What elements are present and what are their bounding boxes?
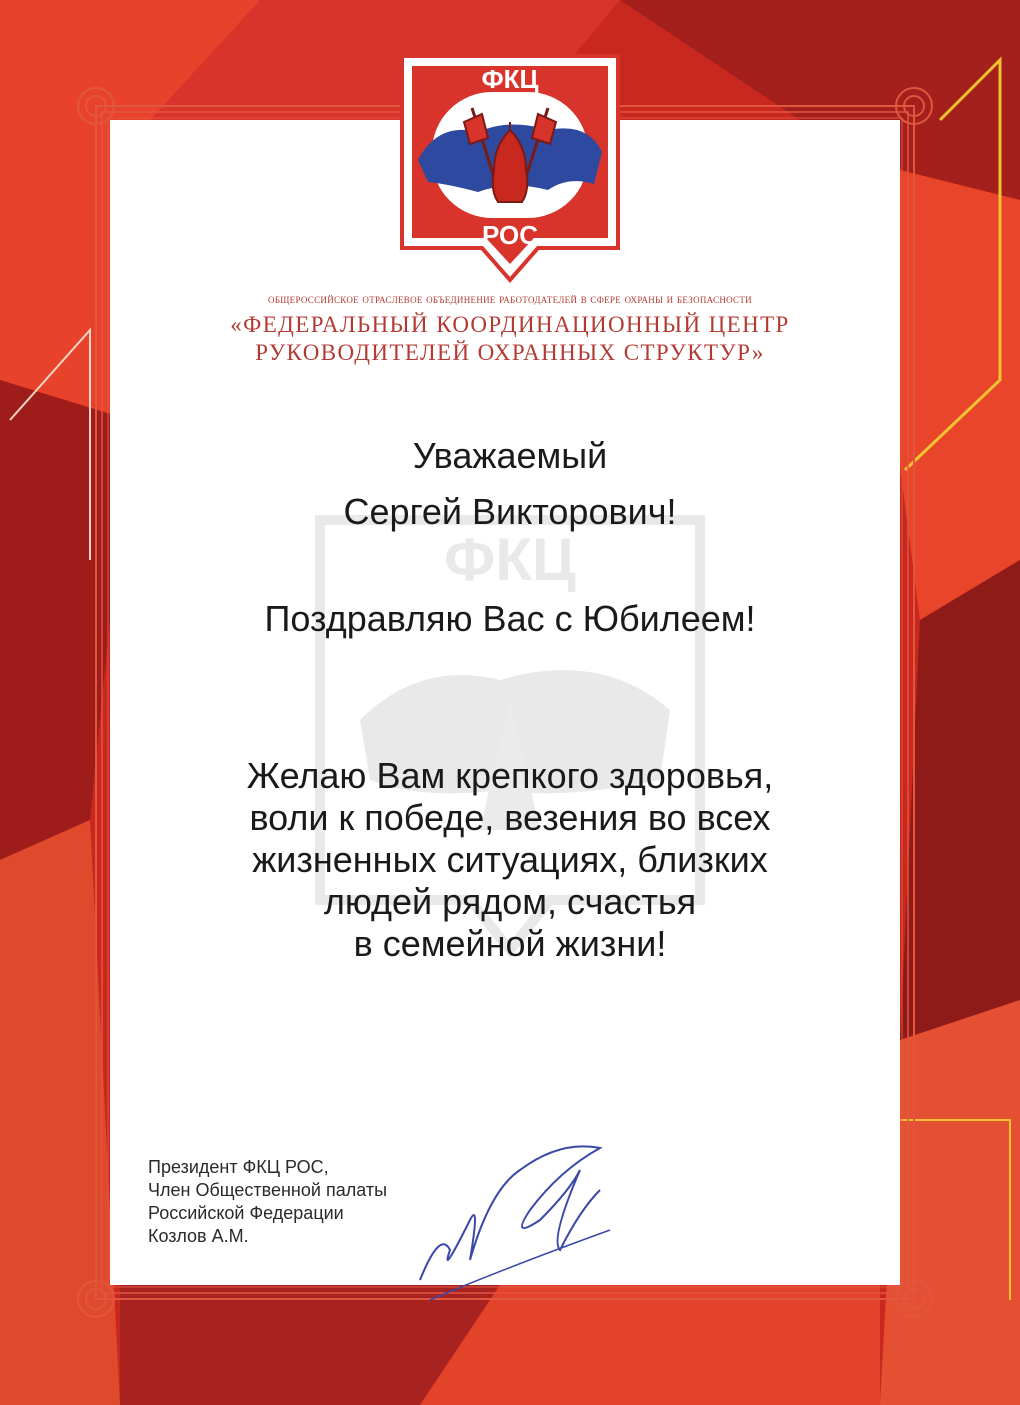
greeting-line1: Уважаемый [412, 435, 608, 476]
fkc-ros-logo [398, 52, 622, 284]
wish-line: воли к победе, везения во всех [249, 797, 771, 838]
wish-line: жизненных ситуациях, близких [252, 839, 768, 880]
svg-text:ФКЦ: ФКЦ [444, 526, 576, 593]
wish-paragraph [110, 755, 910, 965]
signatory-block [148, 1156, 387, 1248]
handwritten-signature [410, 1130, 630, 1310]
congratulation-text: Поздравляю Вас с Юбилеем! [264, 598, 756, 639]
organization-name-line1: «ФЕДЕРАЛЬНЫЙ КООРДИНАЦИОННЫЙ ЦЕНТР [230, 312, 790, 337]
wish-line: людей рядом, счастья [323, 881, 697, 922]
logo-bottom-text: РОС [482, 220, 538, 250]
logo-top-text: ФКЦ [481, 64, 539, 94]
signatory-line: Российской Федерации [148, 1203, 344, 1223]
wish-line: Желаю Вам крепкого здоровья, [246, 755, 774, 796]
wish-line: в семейной жизни! [353, 923, 667, 964]
organization-subtitle: общероссийское отраслевое объединение работодателей в сфере охраны и безопасности [268, 292, 752, 306]
signatory-line: Член Общественной палаты [148, 1180, 388, 1200]
signatory-line: Президент ФКЦ РОС, [148, 1157, 329, 1177]
organization-name-line2: РУКОВОДИТЕЛЕЙ ОХРАННЫХ СТРУКТУР» [255, 340, 765, 365]
greeting-line2: Сергей Викторович! [343, 491, 677, 532]
signatory-line: Козлов А.М. [148, 1226, 249, 1246]
